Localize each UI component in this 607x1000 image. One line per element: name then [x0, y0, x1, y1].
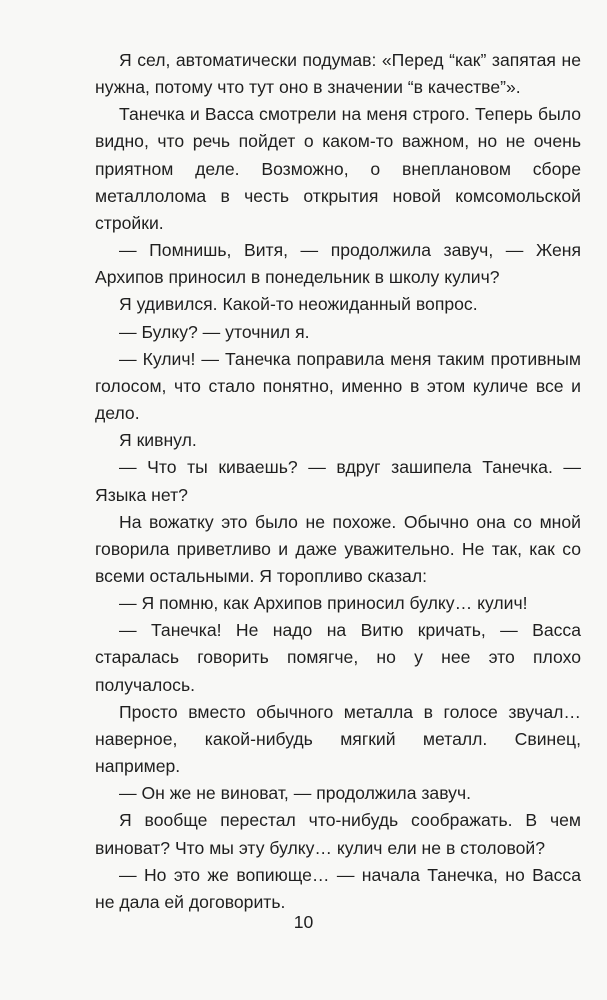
- paragraph: — Булку? — уточнил я.: [119, 321, 310, 342]
- paragraph: Я сел, автоматически подумав: «Перед “как” запятая не нужна, потому что тут оно в значении “в качестве”».: [95, 50, 581, 98]
- paragraph: Я удивился. Какой-то неожиданный вопрос.: [119, 294, 478, 315]
- page-number: 10: [293, 912, 314, 932]
- paragraph: — Помнишь, Витя, — продолжила завуч, — Женя Архипов приносил в понедельник в школу кулич?: [95, 240, 581, 288]
- paragraph: — Я помню, как Архипов приносил булку… кулич!: [119, 593, 528, 614]
- paragraph: — Он же не виноват, — продолжила завуч.: [119, 783, 472, 804]
- paragraph: — Танечка! Не надо на Витю кричать, — Васса старалась говорить помягче, но у нее это плохо получалось.: [95, 620, 581, 695]
- paragraph: — Что ты киваешь? — вдруг зашипела Танечка. — Языка нет?: [95, 457, 581, 505]
- paragraph: На вожатку это было не похоже. Обычно она со мной говорила приветливо и даже уважительно. Не так, как со всеми остальными. Я торопливо сказал:: [95, 511, 581, 586]
- paragraph: Я вообще перестал что-нибудь соображать. В чем виноват? Что мы эту булку… кулич ели не в столовой?: [95, 810, 581, 858]
- paragraph: Танечка и Васса смотрели на меня строго. Теперь было видно, что речь пойдет о каком-то важном, но не очень приятном деле. Возможно, о внеплановом сборе металлолома в честь открытия новой комсомольской стройки.: [95, 104, 581, 233]
- text-body: [95, 47, 581, 916]
- paragraph: — Кулич! — Танечка поправила меня таким противным голосом, что стало понятно, именно в этом куличе все и дело.: [95, 348, 581, 424]
- paragraph: Просто вместо обычного металла в голосе звучал… наверное, какой-нибудь мягкий металл. Свинец, например.: [95, 701, 581, 777]
- paragraph: Я кивнул.: [119, 430, 197, 451]
- paragraph: — Но это же вопиюще… — начала Танечка, но Васса не дала ей договорить.: [95, 864, 581, 912]
